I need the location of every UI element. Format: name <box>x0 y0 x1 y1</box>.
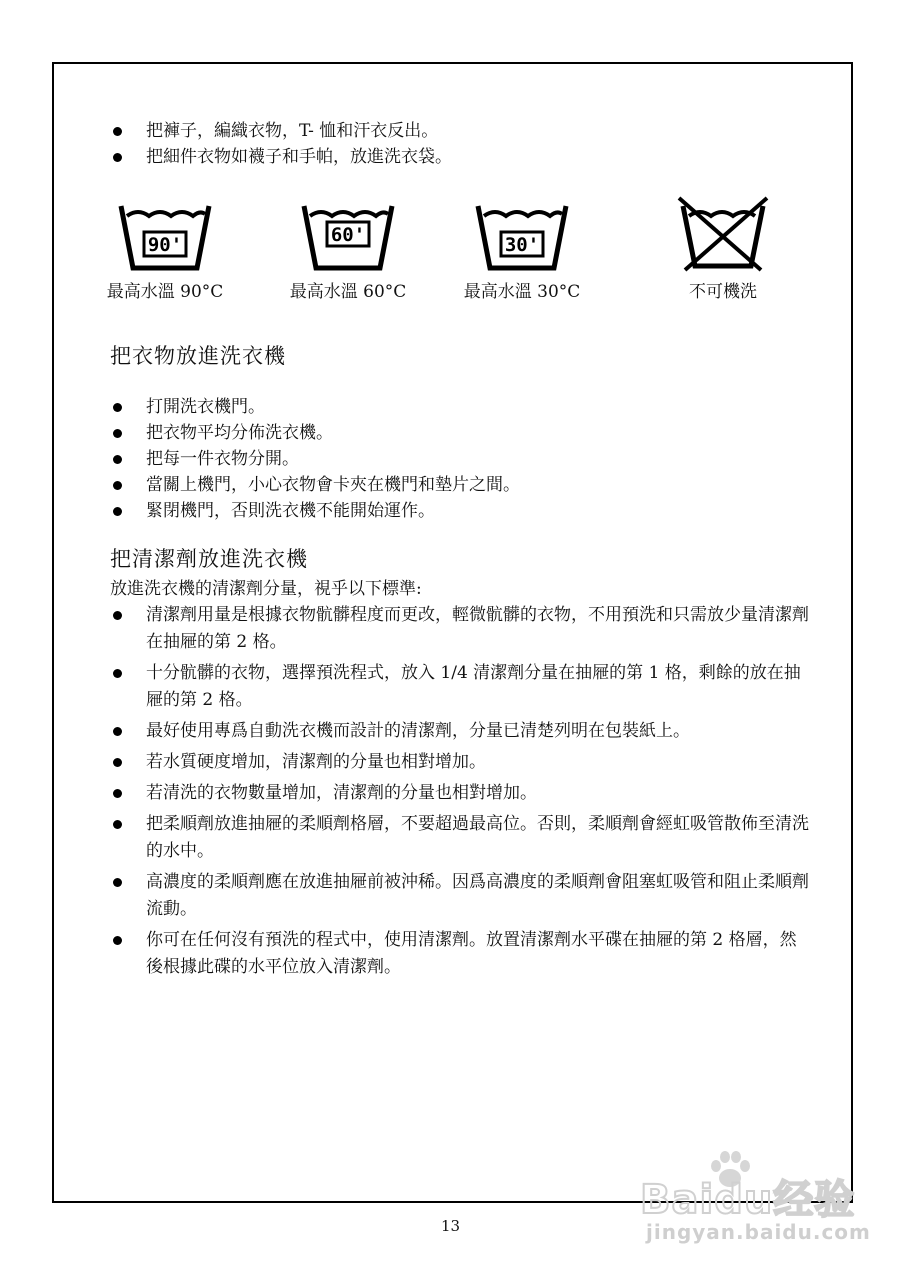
bullet-icon <box>113 936 122 945</box>
wash-temp-label: 30' <box>504 234 540 256</box>
wash-tub-90-icon <box>115 198 215 273</box>
list-item <box>110 602 810 656</box>
bullet-icon <box>113 153 122 162</box>
bullet-icon <box>113 507 122 516</box>
watermark-url: jingyan.baidu.com <box>646 1220 871 1244</box>
list-item-text: 若清洗的衣物數量增加，清潔劑的分量也相對增加。 <box>146 783 537 803</box>
list-item-text: 十分骯髒的衣物，選擇預洗程式，放入 1/4 清潔劑分量在抽屜的第 1 格，剩餘的放在抽屜的第 2 格。 <box>146 663 801 710</box>
list-item <box>110 718 810 745</box>
list-item <box>110 446 810 472</box>
care-symbol-30 <box>457 198 587 302</box>
list-item-text: 把褲子，編織衣物，T- 恤和汗衣反出。 <box>146 121 439 141</box>
section-heading-load: 把衣物放進洗衣機 <box>110 344 286 368</box>
care-symbol-60 <box>283 198 413 302</box>
watermark-brand: Baidu经验 <box>640 1177 856 1223</box>
care-symbol-caption: 最高水溫 90°C <box>106 282 224 302</box>
wash-tub-60-icon <box>298 198 398 273</box>
list-item <box>110 927 810 981</box>
bullet-icon <box>113 429 122 438</box>
list-item <box>110 472 810 498</box>
list-item-text: 最好使用專爲自動洗衣機而設計的清潔劑，分量已清楚列明在包裝紙上。 <box>146 721 690 741</box>
list-item-text: 把衣物平均分佈洗衣機。 <box>146 423 333 443</box>
do-not-wash-icon <box>673 194 773 273</box>
list-item <box>110 749 810 776</box>
list-item-text: 你可在任何沒有預洗的程式中，使用清潔劑。放置清潔劑水平碟在抽屜的第 2 格層，然後根據此碟的水平位放入清潔劑。 <box>146 930 797 977</box>
list-item-text: 若水質硬度增加，清潔劑的分量也相對增加。 <box>146 752 486 772</box>
load-bullet-list <box>110 394 810 524</box>
list-item <box>110 869 810 923</box>
detergent-intro: 放進洗衣機的清潔劑分量，視乎以下標準: <box>110 579 422 599</box>
care-symbol-90 <box>100 198 230 302</box>
care-symbol-caption: 最高水溫 30°C <box>463 282 581 302</box>
bullet-icon <box>113 669 122 678</box>
prep-bullet-list <box>110 118 810 170</box>
care-symbol-no-machine-wash <box>668 194 778 302</box>
bullet-icon <box>113 789 122 798</box>
bullet-icon <box>113 481 122 490</box>
care-symbol-caption: 最高水溫 60°C <box>289 282 407 302</box>
list-item-text: 清潔劑用量是根據衣物骯髒程度而更改，輕微骯髒的衣物，不用預洗和只需放少量清潔劑在抽屜的第 2 格。 <box>146 605 809 652</box>
list-item-text: 當關上機門，小心衣物會卡夾在機門和墊片之間。 <box>146 475 520 495</box>
list-item <box>110 420 810 446</box>
list-item <box>110 394 810 420</box>
bullet-icon <box>113 727 122 736</box>
list-item <box>110 811 810 865</box>
list-item <box>110 660 810 714</box>
list-item <box>110 780 810 807</box>
care-symbol-caption: 不可機洗 <box>689 282 757 302</box>
page-number: 13 <box>440 1217 461 1235</box>
bullet-icon <box>113 403 122 412</box>
baidu-watermark <box>640 1150 870 1260</box>
wash-temp-label: 90' <box>147 234 183 256</box>
list-item-text: 把柔順劑放進抽屜的柔順劑格層，不要超過最高位。否則，柔順劑會經虹吸管散佈至清洗的水中。 <box>146 814 809 861</box>
list-item-text: 把細件衣物如襪子和手帕，放進洗衣袋。 <box>146 147 452 167</box>
bullet-icon <box>113 878 122 887</box>
bullet-icon <box>113 127 122 136</box>
bullet-icon <box>113 611 122 620</box>
section-heading-detergent: 把清潔劑放進洗衣機 <box>110 547 308 571</box>
list-item <box>110 144 810 170</box>
list-item-text: 高濃度的柔順劑應在放進抽屜前被沖稀。因爲高濃度的柔順劑會阻塞虹吸管和阻止柔順劑流動。 <box>146 872 809 919</box>
wash-tub-30-icon <box>472 198 572 273</box>
detergent-bullet-list <box>110 602 810 985</box>
list-item <box>110 118 810 144</box>
list-item-text: 緊閉機門，否則洗衣機不能開始運作。 <box>146 501 435 521</box>
bullet-icon <box>113 758 122 767</box>
bullet-icon <box>113 820 122 829</box>
list-item <box>110 498 810 524</box>
list-item-text: 打開洗衣機門。 <box>146 397 265 417</box>
wash-temp-label: 60' <box>330 224 366 246</box>
bullet-icon <box>113 455 122 464</box>
list-item-text: 把每一件衣物分開。 <box>146 449 299 469</box>
